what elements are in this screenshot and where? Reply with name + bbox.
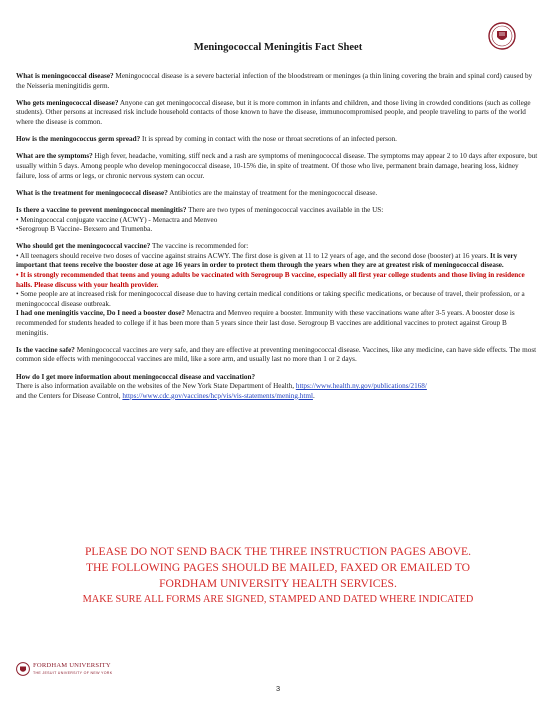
fordham-logo bbox=[16, 661, 136, 681]
section-treatment bbox=[16, 189, 540, 199]
answer: Menactra and Menveo require a booster. Immunity with these vaccinations wane after 3-5 years. A booster dose is recommended for students headed to college if it has been more than 5 years since their last dose. Serogroup B vaccines are additional vaccines to protect against Group B meningitis. bbox=[16, 309, 515, 337]
notice-line: FORDHAM UNIVERSITY HEALTH SERVICES. bbox=[159, 577, 397, 590]
notice-line: PLEASE DO NOT SEND BACK THE THREE INSTRUCTION PAGES ABOVE. bbox=[84, 545, 472, 558]
notice-line: THE FOLLOWING PAGES SHOULD BE MAILED, FAXED OR EMAILED TO bbox=[85, 561, 471, 574]
fact-sheet-body bbox=[16, 72, 540, 409]
question: Who should get the meningococcal vaccine? bbox=[16, 242, 151, 251]
notice-line: MAKE SURE ALL FORMS ARE SIGNED, STAMPED AND DATED WHERE INDICATED bbox=[82, 594, 474, 605]
bullet-text: • All teenagers should receive two doses of vaccine against strains ACWY. The first dose is given at 11 to 12 years of age, and the second dose (booster) at 16 years. bbox=[16, 251, 489, 260]
red-recommendation: • It is strongly recommended that teens and young adults be vaccinated with Serogroup B vaccine, especially all first year college students and those living in residence halls. Please discuss with your health provider. bbox=[16, 271, 525, 289]
section-what-is bbox=[16, 72, 540, 91]
section-info bbox=[16, 373, 540, 402]
section-who-should bbox=[16, 242, 540, 309]
cdc-link[interactable]: https://www.cdc.gov/vaccines/hcp/vis/vis-statements/mening.html bbox=[122, 391, 313, 400]
page-title: Meningococcal Meningitis Fact Sheet bbox=[193, 42, 363, 53]
answer: Anyone can get meningococcal disease, but it is more common in infants and children, and those living in crowded conditions (such as college students). Other persons at increased risk include household contacts of those known to have the disease, immunocompromised people, and people traveling to parts of the world where the disease is common. bbox=[16, 98, 531, 126]
list-item: • Meningococcal conjugate vaccine (ACWY) - Menactra and Menveo bbox=[16, 215, 218, 224]
question: What is the treatment for meningococcal disease? bbox=[16, 188, 168, 197]
nys-health-link[interactable]: https://www.health.ny.gov/publications/2168/ bbox=[295, 382, 427, 391]
answer: Meningococcal disease is a severe bacterial infection of the bloodstream or meninges (a thin lining covering the brain and spinal cord) caused by the Neisseria meningitidis germ. bbox=[16, 72, 533, 90]
section-who-gets bbox=[16, 99, 540, 128]
question: Is there a vaccine to prevent meningococcal meningitis? bbox=[16, 205, 187, 214]
answer: Antibiotics are the mainstay of treatment for the meningococcal disease. bbox=[167, 188, 378, 197]
section-spread bbox=[16, 135, 540, 145]
answer: It is spread by coming in contact with the nose or throat secretions of an infected person. bbox=[140, 135, 397, 144]
section-symptoms bbox=[16, 152, 540, 181]
answer-end: . bbox=[312, 391, 315, 400]
fordham-logo-icon bbox=[16, 662, 30, 676]
logo-name: FORDHAM UNIVERSITY bbox=[33, 662, 111, 669]
bullet-emphasis: It is very important that teens receive the booster dose at age 16 years in order to protect them through the years when they are at greatest risk of meningococcal disease. bbox=[16, 251, 518, 270]
section-safe bbox=[16, 346, 540, 365]
question: Is the vaccine safe? bbox=[16, 345, 75, 354]
answer: The vaccine is recommended for: bbox=[150, 242, 249, 251]
question: How is the meningococcus germ spread? bbox=[16, 135, 141, 144]
list-item: • Some people are at increased risk for meningococcal disease due to having certain medical conditions or taking specific medications, or because of travel, their profession, or a meningococcal disease outbreak. bbox=[16, 290, 525, 308]
question: How do I get more information about meningococcal disease and vaccination? bbox=[16, 372, 256, 381]
page-number: 3 bbox=[275, 684, 281, 693]
list-item: •Serogroup B Vaccine- Bexsero and Trumenba. bbox=[16, 225, 153, 234]
list-item bbox=[16, 252, 540, 271]
logo-tagline: THE JESUIT UNIVERSITY OF NEW YORK bbox=[33, 671, 113, 675]
return-instructions-notice bbox=[0, 544, 556, 608]
answer: Meningococcal vaccines are very safe, and they are effective at preventing meningococcal disease. Vaccines, like any medicine, can have side effects. The most common side effects with meningococcal vaccines are mild, like a sore arm, and usually last no more than 1 or 2 days. bbox=[16, 345, 537, 364]
answer: High fever, headache, vomiting, stiff neck and a rash are symptoms of meningococcal disease. The symptoms may appear 2 to 10 days after exposure, but usually within 5 days. Among people who develop meningococcal disease, 10-15% die, in spite of treatment. Of those who live, permanent brain damage, hearing loss, kidney failure, loss of arms or legs, or chronic nervous system can occur. bbox=[16, 152, 538, 180]
answer: There are two types of meningococcal vaccines available in the US: bbox=[186, 205, 384, 214]
answer: and the Centers for Disease Control, bbox=[16, 391, 123, 400]
question: What is meningococcal disease? bbox=[16, 72, 114, 80]
question: I had one meningitis vaccine, Do I need a booster dose? bbox=[16, 309, 185, 318]
section-vaccine bbox=[16, 206, 540, 235]
question: What are the symptoms? bbox=[16, 152, 93, 161]
answer: There is also information available on the websites of the New York State Department of Health, bbox=[16, 382, 296, 391]
question: Who gets meningococcal disease? bbox=[16, 98, 119, 107]
section-booster bbox=[16, 309, 540, 338]
